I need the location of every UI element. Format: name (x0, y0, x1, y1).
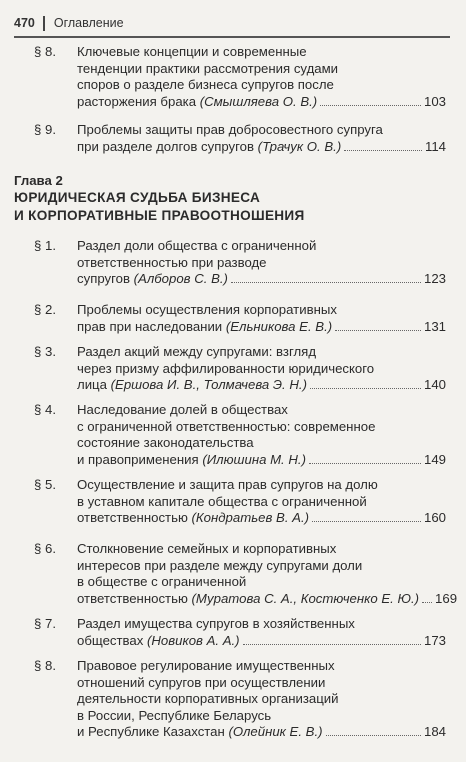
title-line: Наследование долей в обществах (77, 402, 288, 417)
section-number: § 3. (34, 344, 56, 359)
title-line: лица (77, 377, 111, 393)
title-line: Проблемы защиты прав добросовестного супруга (77, 122, 383, 137)
section-number: § 4. (34, 402, 56, 417)
section-title (77, 541, 458, 607)
section-number: § 8. (34, 44, 56, 59)
title-last-line (77, 94, 446, 111)
section-title (77, 344, 446, 394)
author-names: (Илюшина М. Н.) (202, 451, 306, 467)
section-number: § 7. (34, 616, 56, 631)
title-line: при разделе долгов супругов (77, 138, 258, 154)
title-line: с ограниченной ответственностью: современное (77, 418, 376, 434)
page-ref[interactable]: 140 (423, 377, 446, 393)
title-last-line (77, 452, 446, 469)
chapter-label: Глава 2 (14, 173, 63, 188)
title-line: и Республике Казахстан (77, 724, 229, 740)
section-title (77, 122, 446, 155)
title-last-line (77, 633, 446, 650)
page-ref[interactable]: 114 (424, 138, 446, 154)
section-title (77, 477, 446, 527)
title-line: в уставном капитале общества с ограниченной (77, 493, 367, 509)
chapter-title-line: И КОРПОРАТИВНЫЕ ПРАВООТНОШЕНИЯ (14, 207, 305, 223)
title-line: деятельности корпоративных организаций (77, 691, 339, 707)
title-line: отношений супругов при осуществлении (77, 674, 326, 690)
author-names: (Кондратьев В. А.) (191, 510, 310, 526)
author-names: (Новиков А. А.) (147, 632, 240, 648)
title-line: Столкновение семейных и корпоративных (77, 541, 337, 556)
title-last-line (77, 590, 458, 608)
title-line: ответственностью при разводе (77, 254, 267, 270)
title-line: Ключевые концепции и современные (77, 44, 307, 59)
page-ref[interactable]: 160 (423, 510, 446, 526)
title-last-line (77, 510, 446, 527)
title-line: Раздел имущества супругов в хозяйственных (77, 616, 355, 631)
section-title (77, 238, 446, 288)
dot-leader (320, 105, 421, 106)
title-line: расторжения брака (77, 93, 200, 109)
section-number: § 9. (34, 122, 56, 137)
title-line: ответственностью (77, 510, 192, 526)
title-line: споров о разделе бизнеса супругов после (77, 77, 334, 93)
author-names: (Ершова И. В., Толмачева Э. Н.) (110, 377, 307, 393)
dot-leader (309, 463, 421, 464)
section-title (77, 402, 446, 468)
dot-leader (326, 735, 421, 736)
title-last-line (77, 319, 446, 336)
page-ref[interactable]: 169 (435, 590, 458, 606)
section-title (77, 616, 446, 649)
title-line: тенденции практики рассмотрения судами (77, 60, 339, 76)
title-line: ответственностью (77, 590, 192, 606)
section-number: § 5. (34, 477, 56, 492)
title-line: через призму аффилированности юридического (77, 360, 375, 376)
section-title (77, 302, 446, 335)
dot-leader (310, 388, 421, 389)
title-line: в России, Республике Беларусь (77, 707, 272, 723)
dot-leader (243, 644, 421, 645)
chapter-heading (14, 172, 444, 224)
title-line: обществах (77, 632, 148, 648)
section-number: § 6. (34, 541, 56, 556)
title-last-line (77, 271, 446, 288)
author-names: (Ельникова Е. В.) (225, 318, 333, 334)
author-names: (Муратова С. А., Костюченко Е. Ю.) (191, 590, 420, 606)
section-number: § 1. (34, 238, 56, 253)
title-line: Раздел доли общества с ограниченной (77, 238, 317, 253)
running-title: Оглавление (53, 16, 124, 30)
dot-leader (422, 602, 432, 603)
author-names: (Алборов С. В.) (133, 271, 228, 287)
dot-leader (312, 521, 421, 522)
page-ref[interactable]: 131 (423, 318, 446, 334)
page-ref[interactable]: 149 (423, 451, 446, 467)
title-line: Раздел акций между супругами: взгляд (77, 344, 317, 359)
title-line: супругов (77, 271, 134, 287)
title-line: и правоприменения (77, 451, 203, 467)
section-title (77, 658, 446, 741)
section-number: § 8. (34, 658, 56, 673)
title-line: Осуществление и защита прав супругов на долю (77, 477, 378, 492)
page-number: 470 (14, 16, 35, 30)
page-ref[interactable]: 184 (423, 724, 446, 740)
dot-leader (335, 330, 421, 331)
title-last-line (77, 724, 446, 741)
running-header (14, 10, 466, 36)
page-ref[interactable]: 173 (423, 632, 446, 648)
dot-leader (231, 282, 421, 283)
title-line: Правовое регулирование имущественных (77, 658, 335, 673)
page-ref[interactable]: 103 (423, 93, 446, 109)
section-title (77, 44, 446, 110)
page-ref[interactable]: 123 (423, 271, 446, 287)
title-line: состояние законодательства (77, 435, 254, 451)
title-last-line (77, 377, 446, 394)
chapter-title-line: ЮРИДИЧЕСКАЯ СУДЬБА БИЗНЕСА (14, 190, 261, 205)
header-rule (14, 36, 450, 38)
title-line: интересов при разделе между супругами доли (77, 557, 363, 573)
section-number: § 2. (34, 302, 56, 317)
title-last-line (77, 139, 446, 156)
header-separator (43, 16, 45, 31)
title-line: прав при наследовании (77, 318, 226, 334)
author-names: (Трачук О. В.) (257, 138, 342, 154)
title-line: Проблемы осуществления корпоративных (77, 302, 337, 317)
dot-leader (344, 150, 422, 151)
author-names: (Олейник Е. В.) (228, 724, 323, 740)
title-line: в обществе с ограниченной (77, 574, 247, 590)
author-names: (Смышляева О. В.) (199, 93, 318, 109)
